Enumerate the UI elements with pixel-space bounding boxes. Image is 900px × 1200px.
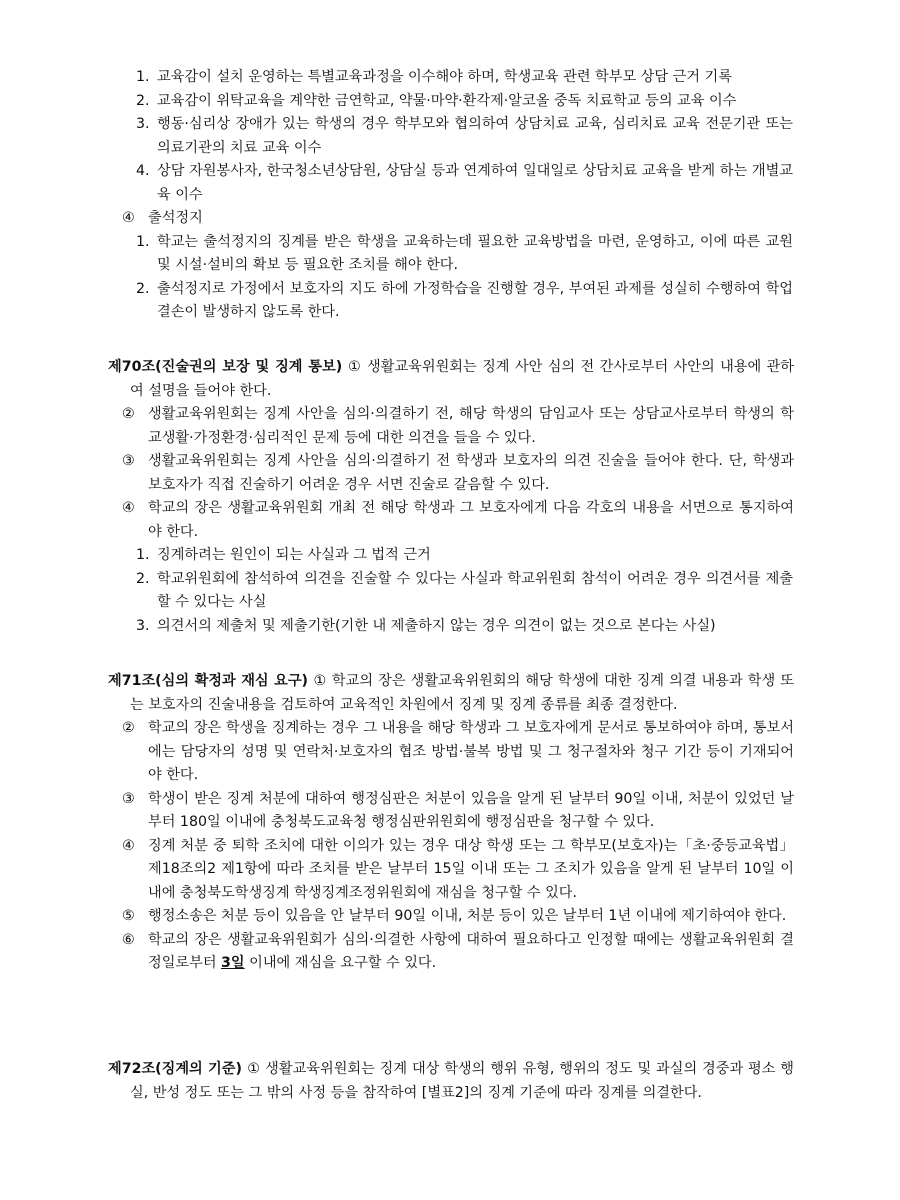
item-text: 징계 처분 중 퇴학 조치에 대한 이의가 있는 경우 대상 학생 또는 그 학부모(보호자)는「초·중등교육법」제18조의2 제1항에 따라 조치를 받은 날부터 15일 이내 또는 그 조치가 있음을 알게 된 날부터 10일 이내에 충청북도학생징계 학생징계조정위원회에 재심을 청구할 수 있다. <box>148 837 794 901</box>
item-marker: ② <box>122 720 135 736</box>
article-70 <box>0 356 900 638</box>
item-text: 학교의 장은 학생을 징계하는 경우 그 내용을 해당 학생과 그 보호자에게 문서로 통보하여야 하며, 통보서에는 담당자의 성명 및 연락처·보호자의 협조 방법·불복 방법 및 그 청구절차와 청구 기간 등이 기재되어야 한다. <box>148 720 794 783</box>
list-item <box>0 90 793 114</box>
article-intro: ① 생활교육위원회는 징계 사안 심의 전 간사로부터 사안의 내용에 관하여 설명을 들어야 한다. <box>130 359 794 399</box>
item-text-before: 학교의 장은 생활교육위원회가 심의·의결한 사항에 대하여 필요하다고 인정할 때에는 생활교육위원회 결정일로부터 <box>148 931 794 971</box>
item-marker: ④ <box>122 837 135 854</box>
item-marker: 1. <box>136 233 150 250</box>
article-heading: 제72조(징계의 기준) <box>108 1061 248 1077</box>
item-marker: ② <box>122 406 135 422</box>
paragraph-item <box>0 905 794 929</box>
article-paragraph <box>0 356 794 403</box>
paragraph-item <box>0 450 794 497</box>
paragraph-item <box>0 717 794 788</box>
item-marker: ④ <box>122 210 135 226</box>
list-item <box>0 66 793 90</box>
article-paragraph <box>0 1058 794 1105</box>
item-text: 학교는 출석정지의 징계를 받은 학생을 교육하는데 필요한 교육방법을 마련, 운영하고, 이에 따른 교원 및 시설·설비의 확보 등 필요한 조치를 해야 한다. <box>157 233 793 273</box>
article-72 <box>0 1058 900 1105</box>
item-text: 생활교육위원회는 징계 사안을 심의·의결하기 전 학생과 보호자의 의견 진술을 들어야 한다. 단, 학생과 보호자가 직접 진술하기 어려운 경우 서면 진술로 갈음할 수 있다. <box>148 453 794 493</box>
list-item <box>0 278 793 325</box>
item-marker: ⑤ <box>122 908 135 924</box>
item-text: 의견서의 제출처 및 제출기한(기한 내 제출하지 않는 경우 의견이 없는 것으로 본다는 사실) <box>157 617 716 634</box>
item-text: 학교의 장은 생활교육위원회 개최 전 해당 학생과 그 보호자에게 다음 각호의 내용을 서면으로 통지하여야 한다. <box>148 500 794 540</box>
article-paragraph <box>0 670 794 717</box>
section-top <box>0 66 900 325</box>
item-text: 교육감이 위탁교육을 계약한 금연학교, 약물·마약·환각제·알코올 중독 치료학교 등의 교육 이수 <box>157 92 737 109</box>
paragraph-item <box>0 788 794 835</box>
reexam-deadline: 3일 <box>221 955 245 971</box>
list-item <box>0 615 793 639</box>
item-marker: 3. <box>136 116 150 132</box>
item-marker: ④ <box>122 500 135 516</box>
item-marker: 1. <box>136 547 150 563</box>
suspension-title: 출석정지 <box>148 210 203 226</box>
item-text-after: 이내에 재심을 요구할 수 있다. <box>244 955 437 971</box>
item-text: 학생이 받은 징계 처분에 대하여 행정심판은 처분이 있음을 알게 된 날부터 90일 이내, 처분이 있었던 날부터 180일 이내에 충청북도교육청 행정심판위원회에 행정심판을 청구할 수 있다. <box>148 790 794 830</box>
item-text: 행정소송은 처분 등이 있음을 안 날부터 90일 이내, 처분 등이 있은 날부터 1년 이내에 제기하여야 한다. <box>148 908 787 924</box>
item-marker: 3. <box>136 617 150 634</box>
item-marker: ③ <box>122 790 135 807</box>
paragraph-item <box>0 929 794 976</box>
item-text: 출석정지로 가정에서 보호자의 지도 하에 가정학습을 진행할 경우, 부여된 과제를 성실히 수행하여 학업 결손이 발생하지 않도록 한다. <box>157 280 793 320</box>
article-intro: ① 생활교육위원회는 징계 대상 학생의 행위 유형, 행위의 정도 및 과실의 경중과 평소 행실, 반성 정도 또는 그 밖의 사정 등을 참작하여 [별표2]의 징계 기준에 따라 징계를 의결한다. <box>130 1061 794 1101</box>
item-text: 행동·심리상 장애가 있는 학생의 경우 학부모와 협의하여 상담치료 교육, 심리치료 교육 전문기관 또는 의료기관의 치료 교육 이수 <box>157 116 793 156</box>
item-marker: 2. <box>136 570 150 587</box>
item-text: 생활교육위원회는 징계 사안을 심의·의결하기 전, 해당 학생의 담임교사 또는 상담교사로부터 학생의 학교생활·가정환경·심리적인 문제 등에 대한 의견을 들을 수 있다. <box>148 406 794 446</box>
suspension-heading <box>0 207 794 231</box>
article-intro: ① 학교의 장은 생활교육위원회의 해당 학생에 대한 징계 의결 내용과 학생 또는 보호자의 진술내용을 검토하여 교육적인 차원에서 징계 및 징계 종류를 최종 결정한다. <box>130 673 794 713</box>
list-item <box>0 231 793 278</box>
item-marker: ⑥ <box>122 931 135 948</box>
item-text: 학교위원회에 참석하여 의견을 진술할 수 있다는 사실과 학교위원회 참석이 어려운 경우 의견서를 제출할 수 있다는 사실 <box>157 570 793 610</box>
article-heading: 제71조(심의 확정과 재심 요구) <box>108 673 314 689</box>
item-text: 교육감이 설치 운영하는 특별교육과정을 이수해야 하며, 학생교육 관련 학부모 상담 근거 기록 <box>157 69 732 85</box>
item-marker: ③ <box>122 453 135 469</box>
paragraph-item <box>0 403 794 450</box>
paragraph-item <box>0 835 794 906</box>
list-item <box>0 113 793 160</box>
item-marker: 2. <box>136 92 150 109</box>
article-71 <box>0 670 900 976</box>
item-marker: 1. <box>136 69 150 85</box>
item-text: 징계하려는 원인이 되는 사실과 그 법적 근거 <box>157 547 431 563</box>
list-item <box>0 160 793 207</box>
paragraph-item <box>0 497 794 544</box>
list-item <box>0 544 793 568</box>
item-text: 상담 자원봉사자, 한국청소년상담원, 상담실 등과 연계하여 일대일로 상담치료 교육을 받게 하는 개별교육 이수 <box>157 163 793 203</box>
list-item <box>0 568 793 615</box>
article-heading: 제70조(진술권의 보장 및 징계 통보) <box>108 359 349 375</box>
item-marker: 2. <box>136 280 150 297</box>
item-marker: 4. <box>136 163 150 179</box>
